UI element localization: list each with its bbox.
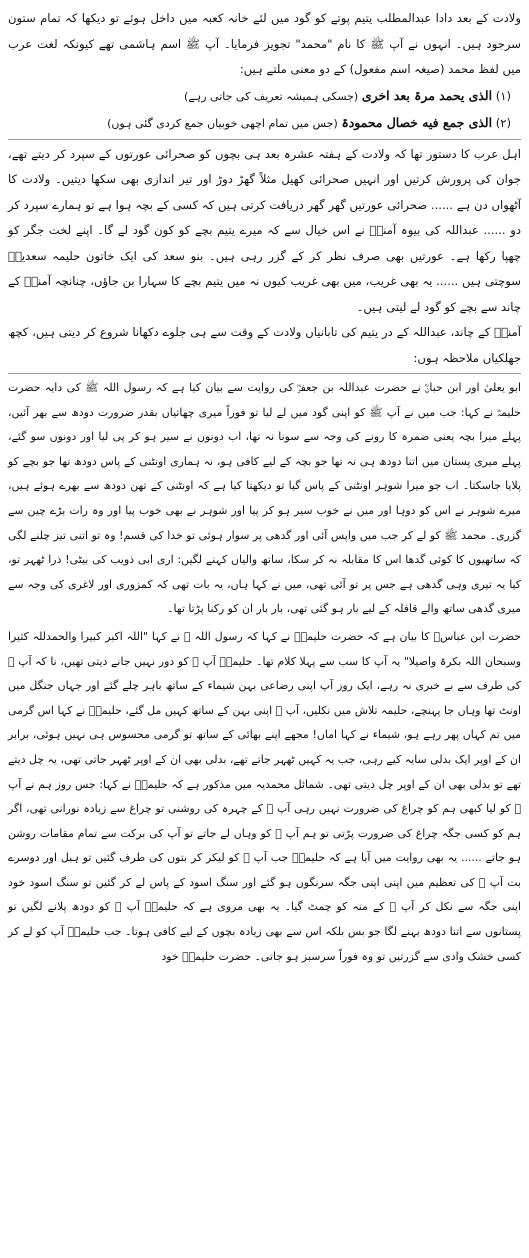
meaning-gloss: (جسکی ہمیشہ تعریف کی جاتی رہے) (184, 89, 359, 103)
meanings-list (8, 83, 521, 137)
intro-paragraph: ولادت کے بعد دادا عبدالمطلب یتیم پوتے کو گود میں لئے خانہ کعبہ میں داخل ہوئے تو دیکھا کہ تمام ستون سرجود ہیں۔ انہوں نے آپ ﷺ کا نام "محمد" تجویز فرمایا۔ آپ ﷺ اسم ہاشمی تھے کیونکہ لغت عرب میں لفظ محمد (صیغہ اسم مفعول) کے دو معنی ملتے ہیں: (8, 11, 521, 76)
meaning-marker: (۱) (495, 88, 511, 103)
meaning-item-2 (8, 110, 521, 137)
custom-paragraph: اہل عرب کا دستور تھا کہ ولادت کے ہفتہ عشرہ بعد ہی بچوں کو صحرائی عورتوں کے سپرد کر دیتے تھے، جوان کی پرورش کرتیں اور انہیں صحرائی کھیل مثلاً گھڑ دوڑ اور تیر اندازی بھی سکھا دیتیں۔ ولادت کا آٹھواں دن ہے ...... صحرائی عورتیں گھر گھر دریافت کرتی ہیں کہ کسی کے بچہ ہوا ہے تو ہمارے سپرد کر دو ...... عبداللہ کی بیوہ آمنہؓ نے اس خیال سے کہ میرے یتیم بچے کو کون گود لے گا۔ اپنے لخت جگر کو چھپا رکھا ہے۔ عورتیں بھی صرف نظر کر کے گزر رہی ہیں۔ بنو سعد کی ایک خاتون حلیمہ سعدیہؓ سوچتی ہیں ...... یہ بھی غریب، میں بھی غریب کیوں نہ میں یتیم بچے کا سہارا بن جاؤں، چنانچہ آمنہؓ کے چاند سے بچے کو گود لے لیتی ہیں۔ (8, 146, 521, 314)
meaning-gloss: (جس میں تمام اچھی خوبیاں جمع کردی گئی ہوں) (107, 116, 338, 130)
moon-paragraph: آمنہؓ کے چاند، عبداللہ کے در یتیم کی تابانیاں ولادت کے وقت سے ہی جلوے دکھانا شروع کر دیتی ہیں، کچھ جھلکیاں ملاحظہ ہوں: (8, 325, 521, 365)
narration-paragraph: ابو یعلیٰ اور ابن حبانؒ نے حضرت عبداللہ بن جعفرؓ کی روایت سے بیان کیا ہے کہ رسول اللہ ﷺ کی دایہ حضرت حلیمہؓ نے کہا: جب میں نے آپ ﷺ کو اپنی گود میں لے لیا تو فوراً میری چھاتیاں بقدر ضرورت دودھ سے بھر آئیں، پہلے میرا بچہ یعنی ضمرہ کا رونے کی وجہ سے سونا نہ تھا، اب دونوں نے سیر ہو کر پی لیا اور دونوں سو گئے، پہلے میری پستان میں اتنا دودھ ہی نہ تھا جو بچہ کے لیے کافی ہو، نہ ہماری اونٹنی کے پاس دودھ تھا جو بچے کو پلایا جاسکتا۔ اب جو میرا شوہر اونٹنی کے پاس گیا تو دیکھتا کیا ہے کہ اونٹنی کے تھن دودھ سے بھرے ہوئے ہیں، میرے شوہر نے اس کو دوہا اور میں نے خوب سیر ہو کر پیا اور شوہر نے بھی خوب پیا اور وہ رات بڑے چین سے گزری۔ محمد ﷺ کو لے کر جب میں واپس آئی اور گدھی پر سوار ہوئی تو خدا کی قسم! وہ تو اتنی تیز چلنے لگی کہ ساتھیوں کا کوئی گدھا اس کا مقابلہ نہ کر سکا، ساتھ والیاں کہنے لگیں: اری ابی ذویب کی بیٹی! ذرا ٹھہر تو، کیا یہ تیری وہی گدھی ہے جس پر تو آئی تھی، میں نے کہا ہاں، یہ بات تھی کہ کمزوری اور لاغری کی وجہ سے میری گدھی ساتھ والے قافلہ کے لیے بار ہو گئی تھی، بار بار ان کو رکنا پڑتا تھا۔ (8, 381, 521, 616)
section-divider (8, 373, 521, 374)
meaning-marker: (۲) (495, 115, 511, 130)
meaning-arabic: الذی یحمد مرۃ بعد اخری (361, 87, 493, 103)
meaning-item-1 (8, 83, 521, 110)
meaning-arabic: الذی جمع فیه خصال محمودۃ (341, 114, 493, 130)
ibn-abbas-paragraph: حضرت ابن عباسؓ کا بیان ہے کہ حضرت حلیمہؓ نے کہا کہ رسول اللہ ﷺ نے کہا "اللہ اکبر کبیرا والحمدللہ کثیرا وسبحان اللہ بکرۃ واصیلا" یہ آپ کا سب سے پہلا کلام تھا۔ حلیمہؓ آپ ﷺ کو دور نہیں جانے دیتی تھیں، نا کہ آپ ﷺ کی طرف سے بے خبری نہ رہے، ایک روز آپ اپنی رضاعی بہن شیماء کے ساتھ باہر چلے گئے اور جہاں جنگل میں اونٹ تھا وہاں جا پہنچے، حلیمہ تلاش میں نکلیں، آپ ﷺ اپنی بہن کے ساتھ کہیں مل گئے، حلیمہؓ نے کہا اس گرمی میں تم کہاں پھر رہے ہو، شیماء نے کہا اماں! مجھے اپنے بھائی کے ساتھ تو گرمی محسوس ہی نہیں ہوئی، برابر ان کے اوپر ایک بدلی سایہ کیے رہی، جب یہ کہیں ٹھہر جاتے تھے، بدلی بھی ان کے اوپر ٹھہر جاتی تھی، یہ چل دیتے تھے تو بدلی بھی ان کے اوپر چل دیتی تھی۔ شمائل محمدیہ میں مذکور ہے کہ حلیمہؓ نے کہا: جس روز ہم نے آپ ﷺ کو لیا کبھی ہم کو چراغ کی ضرورت نہیں رہی آپ ﷺ کے چہرہ کی روشنی تو چراغ سے زیادہ نورانی تھی، اگر ہم کو کسی جگہ چراغ کی ضرورت پڑتی تو ہم آپ ﷺ کو وہاں لے جاتے تو آپ کی برکت سے تمام مقامات روشن ہو جاتے ...... یہ بھی روایت میں آیا ہے کہ حلیمہؓ جب آپ ﷺ کو لیکر کر بتوں کی طرف گئیں تو ہبل اور دوسرے بت آپ ﷺ کی تعظیم میں اپنی اپنی جگہ سرنگوں ہو گئے اور سنگ اسود کے پاس لے کر گئیں تو سنگ اسود خود اپنی جگہ سے نکل کر آپ ﷺ کے منہ کو چمٹ گیا۔ یہ بھی مروی ہے کہ حلیمہؓ آپ ﷺ کو دودھ پلانے لگیں تو پستانوں سے اتنا دودھ بہنے لگا جو بس بلکہ اس سے بھی زیادہ بچوں کے لیے کافی ہوتا۔ جب حلیمہؓ آپ کو لے کر کسی خشک وادی سے گزرتیں تو وہ فوراً سرسبز ہو جاتی۔ حضرت حلیمہؓ خود (8, 629, 521, 963)
section-divider (8, 139, 521, 140)
